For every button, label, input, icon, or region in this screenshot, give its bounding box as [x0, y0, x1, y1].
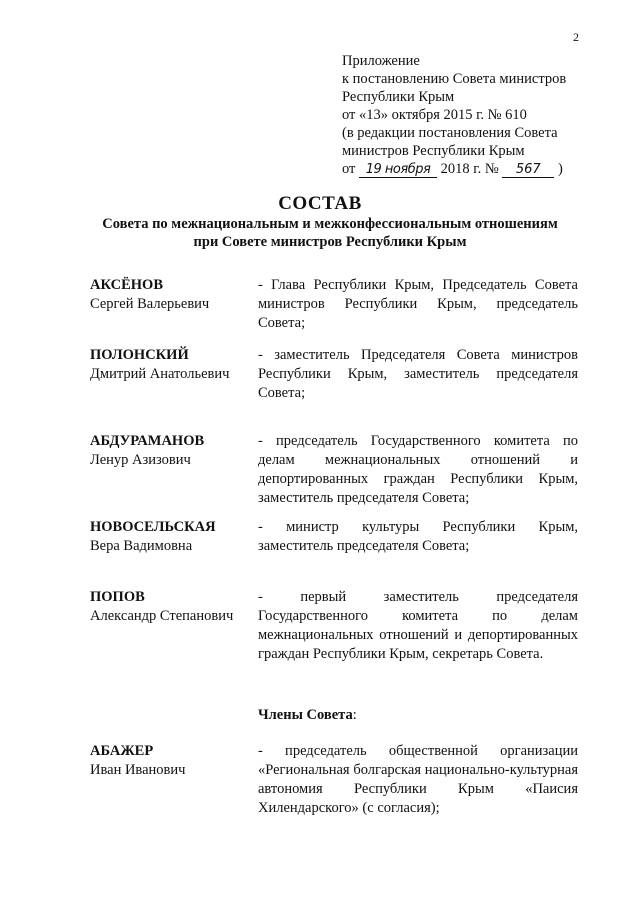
document-title: СОСТАВ — [278, 193, 362, 214]
appendix-line: Республики Крым — [342, 89, 455, 105]
appendix-line: (в редакции постановления Совета — [342, 125, 558, 141]
members-section-heading — [258, 707, 357, 724]
page-number: 2 — [573, 30, 579, 44]
subtitle-line: при Совете министров Республики Крым — [193, 234, 467, 250]
member-surname: ПОЛОНСКИЙ — [90, 347, 189, 363]
member-role: - председатель Государственного комитета по делам межнациональных отношений и депортированных граждан Республики Крым, заместитель председателя Совета; — [258, 433, 578, 506]
member-name — [90, 432, 255, 470]
member-name — [90, 588, 255, 626]
member-role: - Глава Республики Крым, Председатель Совета министров Республики Крым, председатель Совета; — [258, 277, 578, 331]
appendix-line: Приложение — [342, 53, 420, 69]
appendix-line: министров Республики Крым — [342, 143, 525, 159]
member-surname: АБАЖЕР — [90, 743, 154, 759]
members-heading-colon: : — [352, 707, 357, 723]
member-name — [90, 346, 255, 384]
appendix-date-suffix: ) — [557, 161, 563, 177]
handwritten-number: 567 — [502, 162, 554, 178]
appendix-date-prefix: от — [342, 161, 356, 177]
member-role: - заместитель Председателя Совета министров Республики Крым, заместитель председателя Совета; — [258, 347, 578, 401]
appendix-line: от «13» октября 2015 г. № 610 — [342, 107, 527, 123]
subtitle-line: Совета по межнациональным и межконфессиональным отношениям — [102, 216, 558, 232]
document-subtitle — [70, 215, 590, 251]
appendix-date-year: 2018 г. № — [440, 161, 499, 177]
member-role: - первый заместитель председателя Государственного комитета по делам межнациональных отношений и депортированных граждан Республики Крым, секретарь Совета. — [258, 589, 578, 662]
member-surname: АБДУРАМАНОВ — [90, 433, 205, 449]
member-given-name: Вера Вадимовна — [90, 538, 193, 554]
member-role: - председатель общественной организации «Региональная болгарская национально-культурная автономия Республики Крым «Паисия Хилендарского» (с согласия); — [258, 743, 578, 816]
members-heading-text: Члены Совета — [258, 707, 353, 723]
member-given-name: Иван Иванович — [90, 762, 186, 778]
member-surname: ПОПОВ — [90, 589, 145, 605]
member-role: - министр культуры Республики Крым, заместитель председателя Совета; — [258, 519, 578, 554]
member-surname: АКСЁНОВ — [90, 277, 163, 293]
member-name — [90, 518, 255, 556]
handwritten-date: 19 ноября — [359, 162, 437, 178]
member-name — [90, 276, 255, 314]
member-name — [90, 742, 255, 780]
appendix-line: к постановлению Совета министров — [342, 71, 567, 87]
member-given-name: Александр Степанович — [90, 608, 234, 624]
appendix-line-date — [342, 160, 612, 178]
member-given-name: Дмитрий Анатольевич — [90, 366, 230, 382]
member-given-name: Ленур Азизович — [90, 452, 191, 468]
member-surname: НОВОСЕЛЬСКАЯ — [90, 519, 216, 535]
member-given-name: Сергей Валерьевич — [90, 296, 210, 312]
appendix-header — [342, 52, 612, 178]
